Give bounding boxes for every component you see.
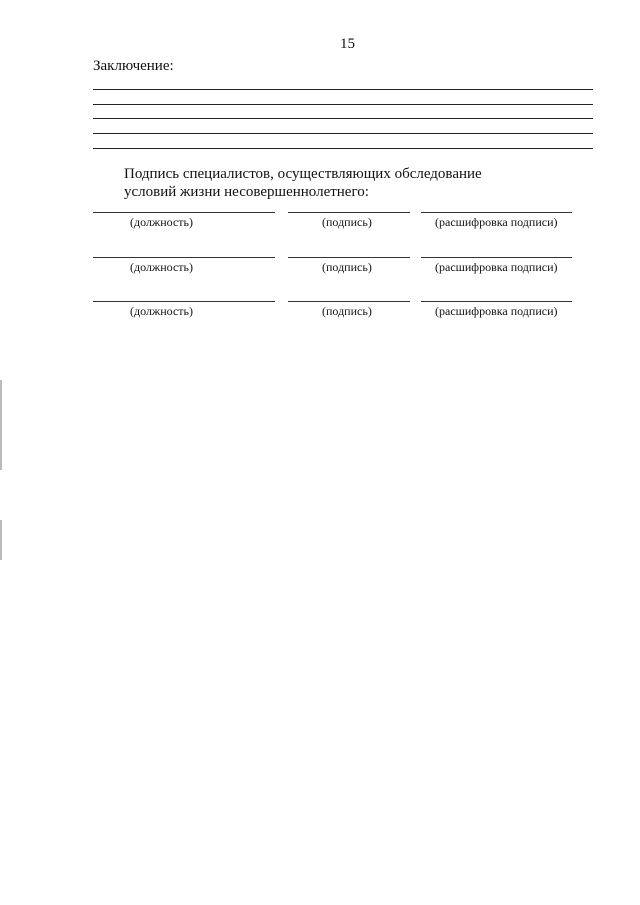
signature-decoding-line[interactable] bbox=[421, 301, 572, 302]
signature-decoding-line[interactable] bbox=[421, 257, 572, 258]
conclusion-blank-line[interactable] bbox=[93, 133, 593, 134]
signature-line[interactable] bbox=[288, 212, 410, 213]
signature-row bbox=[0, 257, 640, 287]
signature-row bbox=[0, 301, 640, 331]
signature-caption: (подпись) bbox=[322, 215, 372, 229]
signature-row bbox=[0, 212, 640, 242]
position-caption: (должность) bbox=[130, 215, 193, 229]
signature-decoding-caption: (расшифровка подписи) bbox=[435, 304, 558, 318]
scan-edge-mark bbox=[0, 520, 2, 560]
signature-intro-line: Подпись специалистов, осуществляющих обследование bbox=[124, 166, 482, 182]
position-line[interactable] bbox=[93, 301, 275, 302]
conclusion-blank-line[interactable] bbox=[93, 148, 593, 149]
position-caption: (должность) bbox=[130, 260, 193, 274]
signature-line[interactable] bbox=[288, 257, 410, 258]
position-line[interactable] bbox=[93, 257, 275, 258]
conclusion-heading: Заключение: bbox=[93, 58, 174, 74]
position-caption: (должность) bbox=[130, 304, 193, 318]
signature-intro bbox=[124, 165, 482, 201]
signature-intro-line: условий жизни несовершеннолетнего: bbox=[124, 184, 369, 200]
signature-decoding-caption: (расшифровка подписи) bbox=[435, 260, 558, 274]
conclusion-blank-line[interactable] bbox=[93, 104, 593, 105]
page-number: 15 bbox=[340, 36, 355, 52]
scan-edge-mark bbox=[0, 380, 2, 470]
signature-decoding-caption: (расшифровка подписи) bbox=[435, 215, 558, 229]
signature-caption: (подпись) bbox=[322, 304, 372, 318]
signature-decoding-line[interactable] bbox=[421, 212, 572, 213]
signature-line[interactable] bbox=[288, 301, 410, 302]
position-line[interactable] bbox=[93, 212, 275, 213]
conclusion-blank-line[interactable] bbox=[93, 89, 593, 90]
signature-caption: (подпись) bbox=[322, 260, 372, 274]
conclusion-blank-line[interactable] bbox=[93, 118, 593, 119]
